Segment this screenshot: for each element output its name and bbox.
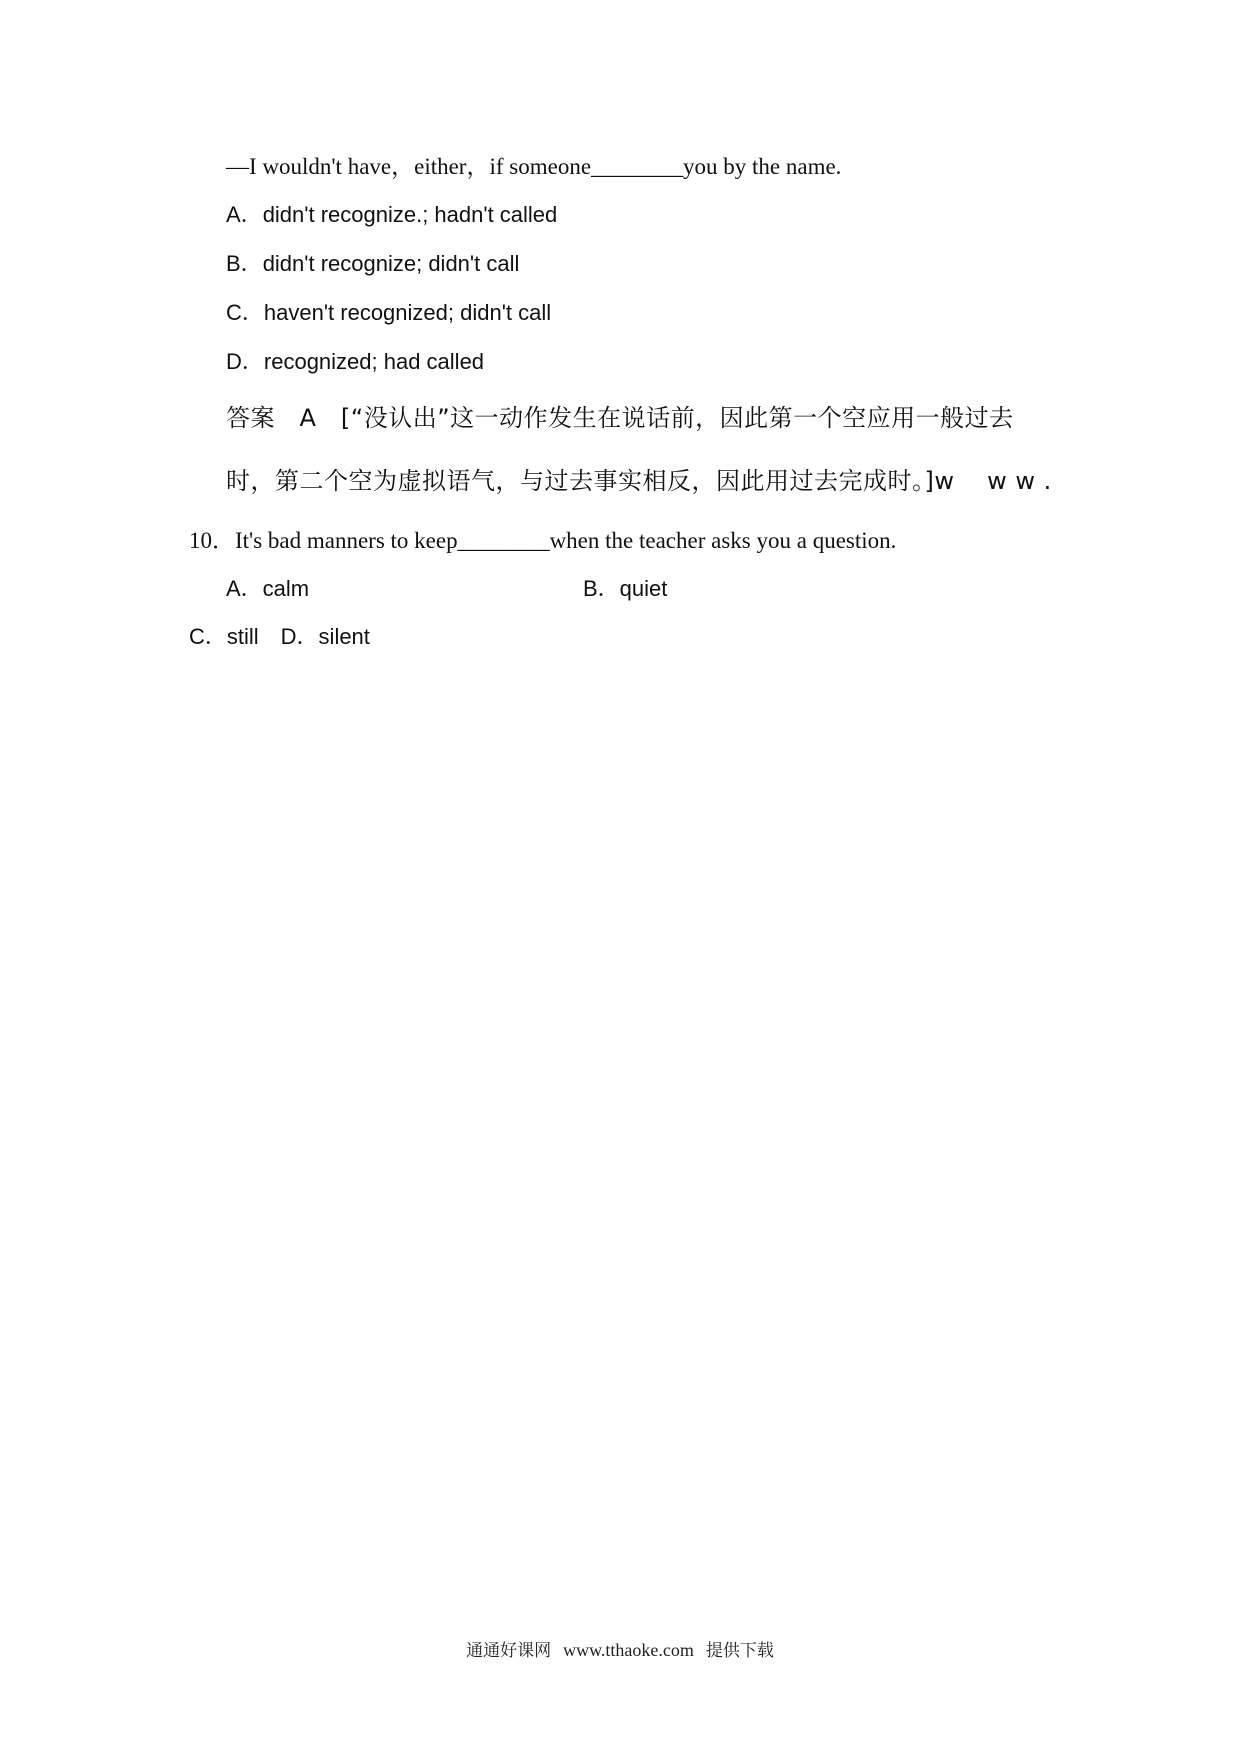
q9-option-a xyxy=(226,200,557,230)
footer-url: www.tthaoke.com xyxy=(563,1640,694,1660)
q9-option-b-label: B． xyxy=(226,251,263,276)
q9-answer-line-1: 答案 A [“没认出”这一动作发生在说话前，因此第一个空应用一般过去 xyxy=(226,404,1014,432)
q10-option-a: A．calm xyxy=(226,576,310,601)
footer-suffix: 提供下载 xyxy=(705,1641,774,1661)
footer-site-name: 通通好课网 xyxy=(466,1641,552,1661)
q9-option-d-text: recognized; had called xyxy=(263,349,485,374)
q9-option-c-label: C． xyxy=(226,300,264,325)
q9-option-c xyxy=(226,298,551,328)
q9-option-d-label: D． xyxy=(226,349,264,374)
q10-stem: 10．It's bad manners to keep________when the teacher asks you a question. xyxy=(189,528,897,553)
q9-option-d xyxy=(226,347,484,377)
q10-option-cd: C．still D．silent xyxy=(189,624,370,649)
q9-option-c-text: haven't recognized; didn't call xyxy=(263,300,552,325)
q9-option-b-text: didn't recognize; didn't call xyxy=(262,251,520,276)
q10-option-b: B．quiet xyxy=(583,576,668,601)
q9-answer-line-2: 时，第二个空为虚拟语气，与过去事实相反，因此用过去完成时。]w w w . xyxy=(226,467,1052,495)
q9-option-a-label: A． xyxy=(226,202,263,227)
q9-option-b xyxy=(226,249,519,279)
q9-continuation: —I wouldn't have，either，if someone________you by the name. xyxy=(226,154,842,179)
q9-option-a-text: didn't recognize.; hadn't called xyxy=(262,202,558,227)
page-footer xyxy=(0,1636,1240,1661)
